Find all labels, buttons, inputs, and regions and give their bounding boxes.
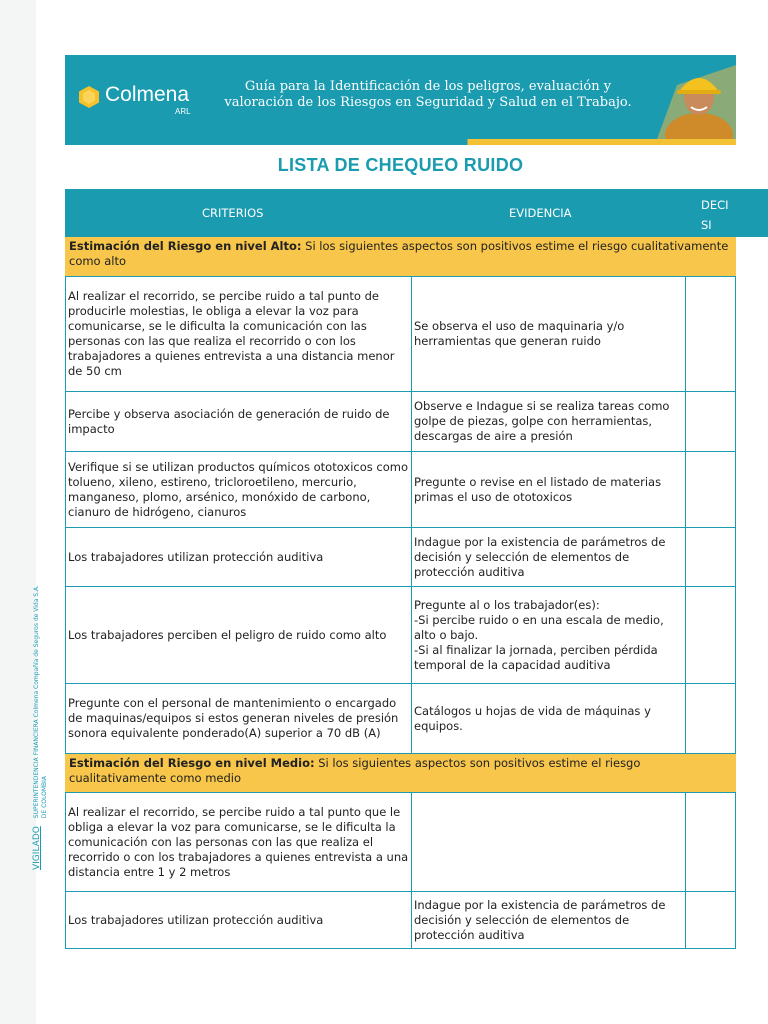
criterio-cell: Al realizar el recorrido, se percibe ruido a tal punto de producirle molestias, le obliga a elevar la voz para comunicarse, se le dificulta la comunicación con las personas con las que realiza el recorrido o con los trabajadores a quienes entrevista a una distancia menor de 50 cm bbox=[66, 277, 412, 391]
superintendencia-line-2: DE COLOMBIA bbox=[41, 775, 48, 819]
criterio-cell: Pregunte con el personal de mantenimiento o encargado de maquinas/equipos si estos generan niveles de presión sonora equivalente ponderado(A) superior a 70 dB (A) bbox=[66, 684, 412, 753]
si-checkbox-cell[interactable] bbox=[686, 452, 736, 527]
si-checkbox-cell[interactable] bbox=[686, 277, 736, 391]
worker-illustration bbox=[647, 55, 736, 139]
criterio-cell: Percibe y observa asociación de generación de ruido de impacto bbox=[66, 392, 412, 451]
evidencia-cell: Se observa el uso de maquinaria y/o herramientas que generan ruido bbox=[412, 277, 686, 391]
si-checkbox-cell[interactable] bbox=[686, 892, 736, 948]
brand-name: Colmena bbox=[105, 83, 190, 106]
band-medio-text: Si los siguientes aspectos son positivos estime el riesgo cualitativamente como medio bbox=[69, 756, 641, 785]
evidencia-cell: Catálogos u hojas de vida de máquinas y equipos. bbox=[412, 684, 686, 753]
header-evidencia: EVIDENCIA bbox=[509, 206, 572, 220]
table-row bbox=[65, 452, 736, 528]
header-si: SI bbox=[701, 218, 712, 232]
si-checkbox-cell[interactable] bbox=[686, 392, 736, 451]
brand-sub: ARL bbox=[175, 107, 191, 116]
header-banner bbox=[65, 55, 736, 139]
evidencia-cell: Pregunte o revise en el listado de materias primas el uso de ototoxicos bbox=[412, 452, 686, 527]
checklist-table bbox=[65, 189, 768, 949]
band-alto-text: Si los siguientes aspectos son positivos estime el riesgo cualitativamente como alto bbox=[69, 239, 729, 268]
evidencia-cell: Observe e Indague si se realiza tareas como golpe de piezas, golpe con herramientas, descargas de aire a presión bbox=[412, 392, 686, 451]
evidencia-cell: Pregunte al o los trabajador(es): -Si percibe ruido o en una escala de medio, alto o bajo. -Si al finalizar la jornada, perciben pérdida temporal de la capacidad auditiva bbox=[412, 587, 686, 683]
vigilado-label: VIGILADO bbox=[32, 826, 42, 870]
table-row bbox=[65, 792, 736, 892]
criterio-cell: Los trabajadores utilizan protección auditiva bbox=[66, 892, 412, 948]
table-row bbox=[65, 892, 736, 949]
band-alto-title: Estimación del Riesgo en nivel Alto: bbox=[69, 239, 302, 253]
band-medio-title: Estimación del Riesgo en nivel Medio: bbox=[69, 756, 315, 770]
si-checkbox-cell[interactable] bbox=[686, 587, 736, 683]
banner-accent-line bbox=[65, 139, 736, 145]
evidencia-cell: Indague por la existencia de parámetros de decisión y selección de elementos de protección auditiva bbox=[412, 892, 686, 948]
table-row bbox=[65, 528, 736, 587]
table-row bbox=[65, 684, 736, 754]
table-row bbox=[65, 276, 736, 392]
band-alto bbox=[65, 237, 736, 276]
criterio-cell: Verifique si se utilizan productos químicos ototoxicos como tolueno, xileno, estireno, tricloroetileno, mercurio, manganeso, plomo, arsénico, monóxido de carbono, cianuro de hidrógeno, cianuros bbox=[66, 452, 412, 527]
table-header bbox=[65, 189, 768, 237]
banner-title: Guía para la Identificación de los peligros, evaluación y valoración de los Riesgos en Seguridad y Salud en el Trabajo. bbox=[224, 79, 632, 110]
si-checkbox-cell[interactable] bbox=[686, 793, 736, 891]
superintendencia-line: SUPERINTENDENCIA FINANCIERA Colmena Compañía de Seguros de Vida S.A. bbox=[33, 585, 40, 819]
band-medio bbox=[65, 754, 736, 792]
criterio-cell: Los trabajadores utilizan protección auditiva bbox=[66, 528, 412, 586]
colmena-hexagon-icon bbox=[77, 85, 101, 109]
left-margin-strip bbox=[0, 0, 36, 1024]
colmena-logo bbox=[77, 83, 189, 109]
criterio-cell: Los trabajadores perciben el peligro de ruido como alto bbox=[66, 587, 412, 683]
vigilado-side-label bbox=[33, 560, 63, 870]
evidencia-cell: Indague por la existencia de parámetros de decisión y selección de elementos de protección auditiva bbox=[412, 528, 686, 586]
si-checkbox-cell[interactable] bbox=[686, 684, 736, 753]
header-decision bbox=[701, 195, 768, 235]
header-decision-label: DECI bbox=[701, 198, 729, 212]
table-row bbox=[65, 587, 736, 684]
criterio-cell: Al realizar el recorrido, se percibe ruido a tal punto que le obliga a elevar la voz para comunicarse, se le dificulta la comunicación con las personas con las que realiza el recorrido o con los trabajadores a quienes entrevista a una distancia entre 1 y 2 metros bbox=[66, 793, 412, 891]
si-checkbox-cell[interactable] bbox=[686, 528, 736, 586]
evidencia-cell bbox=[412, 793, 686, 891]
table-row bbox=[65, 392, 736, 452]
header-criterios: CRITERIOS bbox=[202, 206, 264, 220]
document-title: LISTA DE CHEQUEO RUIDO bbox=[277, 155, 524, 175]
